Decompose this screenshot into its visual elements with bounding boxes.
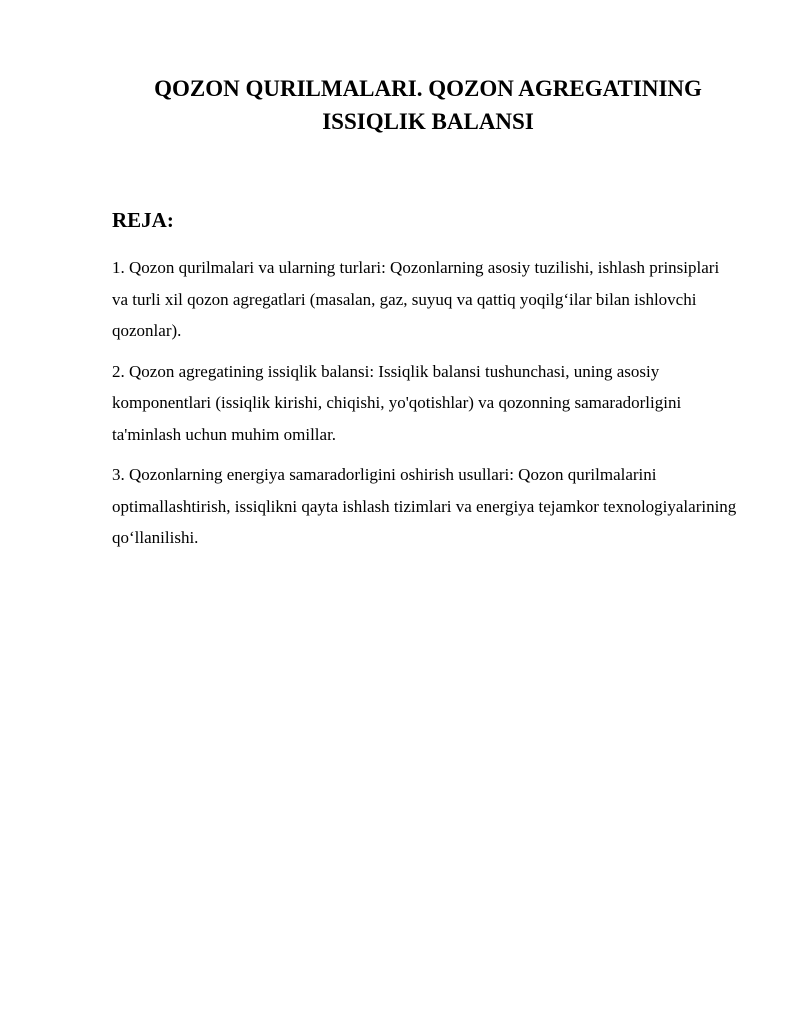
plan-list [112, 252, 737, 563]
plan-item-3: 3. Qozonlarning energiya samaradorligini oshirish usullari: Qozon qurilmalarini optimallashtirish, issiqlikni qayta ishlash tizimlari va energiya tejamkor texnologiyalarining qo‘llanilishi. [112, 465, 737, 547]
document-title [112, 72, 744, 138]
plan-heading: REJA: [112, 208, 174, 232]
document-title-line-2: ISSIQLIK BALANSI [322, 109, 534, 134]
document-title-line-1: QOZON QURILMALARI. QOZON AGREGATINING [154, 76, 702, 101]
plan-item-1: 1. Qozon qurilmalari va ularning turlari: Qozonlarning asosiy tuzilishi, ishlash prinsiplari va turli xil qozon agregatlari (masalan, gaz, suyuq va qattiq yoqilg‘ilar bilan ishlovchi qozonlar). [112, 258, 720, 340]
plan-item-2: 2. Qozon agregatining issiqlik balansi: Issiqlik balansi tushunchasi, uning asosiy komponentlari (issiqlik kirishi, chiqishi, yo'qotishlar) va qozonning samaradorligini ta'minlash uchun muhim omillar. [112, 361, 682, 444]
